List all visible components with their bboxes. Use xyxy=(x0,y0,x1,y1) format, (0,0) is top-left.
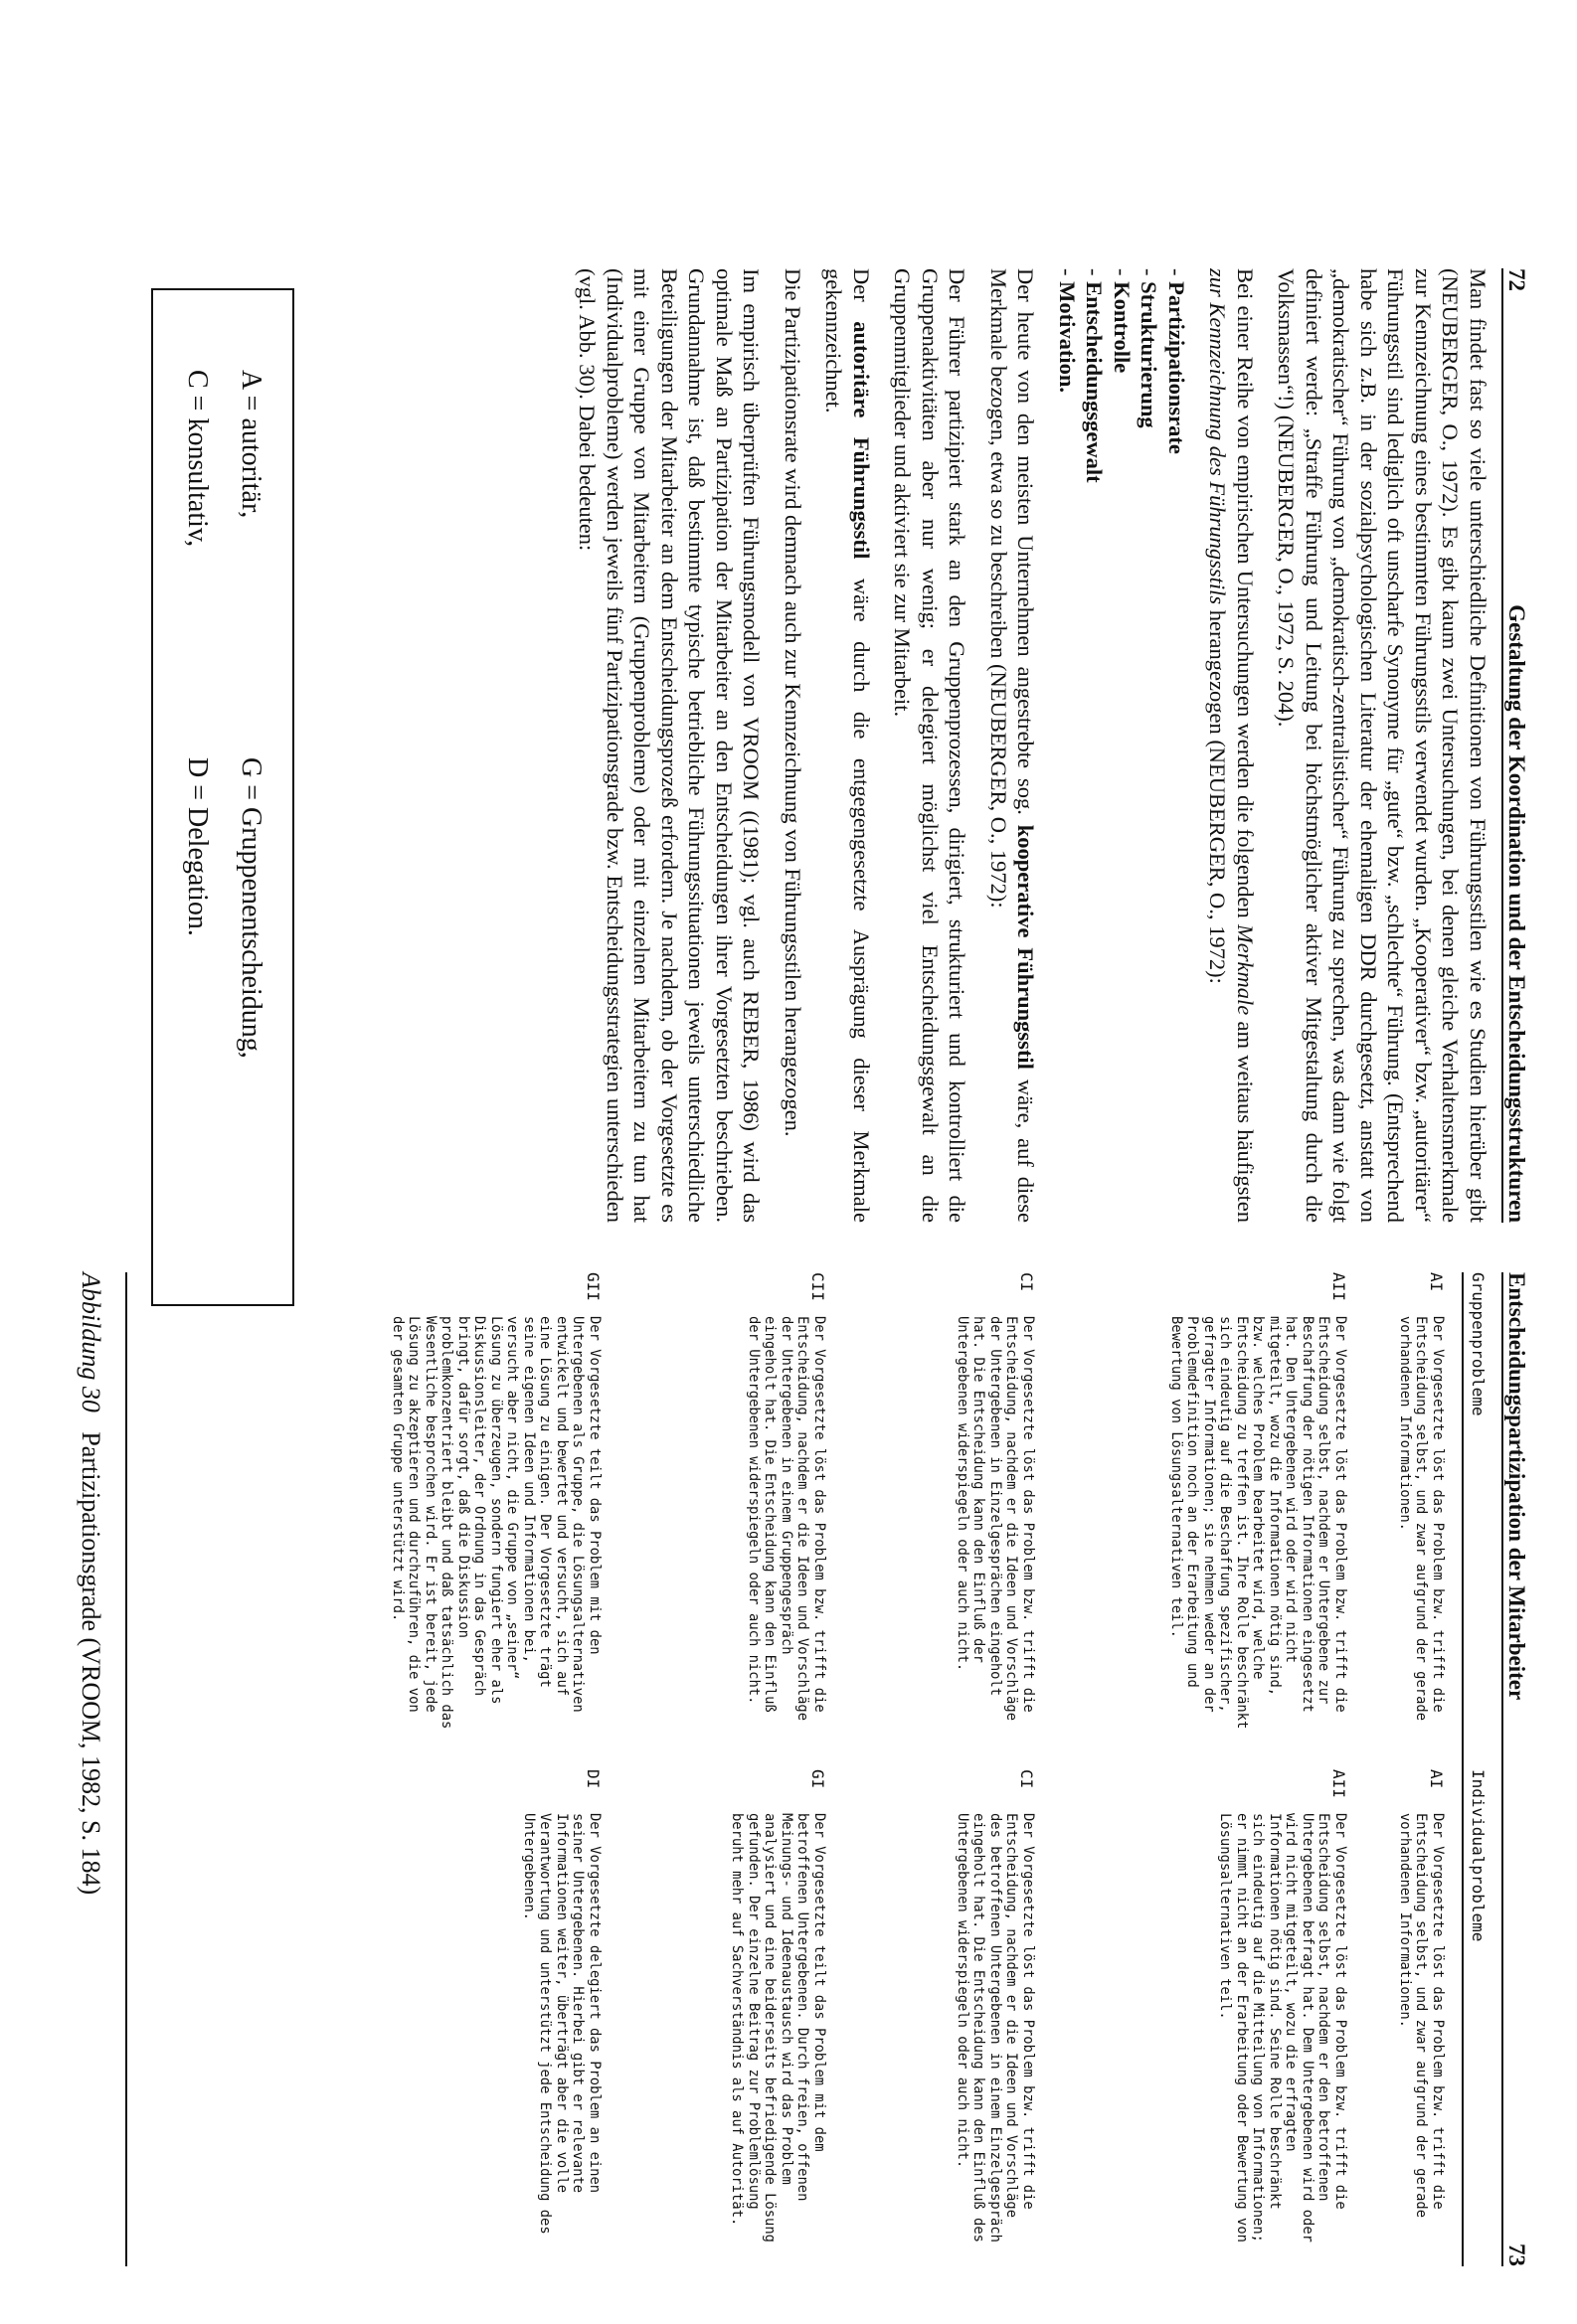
column-header-individual: Individualprobleme xyxy=(1469,1769,1488,1942)
table-bottom-rule xyxy=(125,1272,127,2266)
paragraph-kooperativ xyxy=(985,268,1040,1223)
table-row xyxy=(1080,1272,1348,2266)
paragraph-definitions: Man findet fast so viele unterschiedliche Definitionen von Führungsstilen wie es Studien hierüber gibt (NEUBERGER, O., 1972). Es gibt kaum zwei Untersuchungen, bei denen gleiche Verhaltensmerkmale zur Kennzeichnung eines bestimmten Führungsstils verwendet wurden. „Kooperativer“ bzw. „autoritärer“ Führungsstil sind lediglich oft unscharfe Synonyme für „gute“ bzw. „schlechte“ Führung. (Entsprechend habe sich z.B. in der sozialpsychologischen Literatur der ehemaligen DDR durchgesetzt, anstatt von „demokratischer“ Führung von „demokratisch-zentralistischer“ Führung zu sprechen, was dann wie folgt definiert werde: „Straffe Führung und Leitung bei höchstmöglicher aktiver Mitgestaltung durch die Volksmassen“!) (NEUBERGER, O., 1972, S. 204). xyxy=(1274,268,1490,1223)
left-page-header xyxy=(1501,268,1537,1223)
strategy-description: Der Vorgesetzte löst das Problem bzw. trifft die Entscheidung selbst, nachdem er den betroffenen Untergebenen befragt hat. Dem Untergebenen wird oder wird nicht mitgeteilt, wozu die erfragten Informationen nötig sind. Seine Rolle beschränkt sich eindeutig auf die Mitteilung von Informationen; er nimmt nicht an der Erarbeitung oder Bewertung von Lösungsalternativen teil. xyxy=(1217,1813,1348,2242)
table-row xyxy=(284,1272,603,2266)
text-run: wäre durch die entgegengesetzte Ausprägung dieser Merkmale gekennzeichnet. xyxy=(821,268,874,1223)
caption-text: Partizipationsgrade (VROOM, 1982, S. 184) xyxy=(77,1431,105,1896)
text-run-italic: Merkmale xyxy=(1233,924,1258,1016)
table-row xyxy=(1356,1272,1446,2266)
feature-item: - Motivation. xyxy=(1054,268,1082,1223)
text-run-bold: kooperative Führungsstil xyxy=(1013,824,1039,1070)
caption-label: Abbildung 30 xyxy=(77,1272,105,1412)
feature-item: - Kontrolle xyxy=(1109,268,1137,1223)
strategy-code: AI xyxy=(1427,1769,1446,1789)
feature-item: - Partizipationsrate xyxy=(1163,268,1191,1223)
strategy-code: AII xyxy=(1329,1272,1348,1301)
right-running-head: Entscheidungspartizipation der Mitarbeiter xyxy=(1504,1272,1529,1701)
strategy-description: Der Vorgesetzte teilt das Problem mit dem betroffenen Untergebenen. Durch freien, offenen Meinungs- und Ideenaustausch wird das Problem analysiert und eine beiderseits befriedigende Lösung gefunden. Der einzelne Beitrag zur Problemlösung beruht mehr auf Sachverständnis als auf Autorität. xyxy=(729,1813,827,2242)
strategy-code: AI xyxy=(1427,1272,1446,1292)
strategy-description: Der Vorgesetzte löst das Problem bzw. trifft die Entscheidung selbst, und zwar aufgrund der gerade vorhandenen Informationen. xyxy=(1397,1813,1446,2219)
text-run-bold: autoritäre Führungsstil xyxy=(849,321,874,560)
paragraph-vroom: Im empirisch überprüften Führungsmodell von VROOM ((1981); vgl. auch REBER, 1986) wird das optimale Maß an Partizipation der Mitarbeiter an den Entscheidungen ihrer Vorgesetzten beschrieben. Grundannahme ist, daß bestimmte typische betriebliche Führungssituationen jeweils unterschiedliche Beteiligungen der Mitarbeiter an dem Entscheidungsprozeß erfordern. Je nachdem, ob der Vorgesetzte es mit einer Gruppe von Mitarbeitern (Gruppenprobleme) oder mit einzelnen Mitarbeitern zu tun hat (Individualprobleme) werden jeweils fünf Partizipationsgrade bzw. Entscheidungsstrategien unterschieden (vgl. Abb. 30). Dabei bedeuten: xyxy=(575,268,765,1223)
text-run: herangezogen (NEUBERGER, O., 1972): xyxy=(1205,604,1231,984)
column-header-group: Gruppenprobleme xyxy=(1469,1272,1488,1416)
left-page-number: 72 xyxy=(1504,268,1529,291)
abbrev-g: G = Gruppenentscheidung, xyxy=(236,757,266,1059)
strategy-code: DI xyxy=(584,1769,603,1789)
right-page-header xyxy=(1501,1272,1537,2266)
text-run-italic: zur Kennzeichnung des Führungsstils xyxy=(1205,268,1231,605)
feature-item: - Entscheidungsgewalt xyxy=(1081,268,1109,1223)
left-page xyxy=(26,149,1537,1223)
strategy-code: GII xyxy=(584,1272,603,1301)
strategy-code: CI xyxy=(1017,1272,1036,1292)
strategy-description: Der Vorgesetzte löst das Problem bzw. trifft die Entscheidung, nachdem er die Ideen und Vorschläge der Untergebenen in einem Gruppengespräch eingeholt hat. Die Entscheidung kann den Einfluß der Untergebenen widerspiegeln oder auch nicht. xyxy=(746,1316,827,1722)
right-page xyxy=(26,1233,1537,2306)
strategy-description: Der Vorgesetzte löst das Problem bzw. trifft die Entscheidung, nachdem er die Ideen und Vorschläge der Untergebenen in Einzelgesprächen eingeholt hat. Die Entscheidung kann den Einfluß der Untergebenen widerspiegeln oder auch nicht. xyxy=(955,1316,1036,1722)
strategy-code: GI xyxy=(808,1769,827,1789)
strategy-code: CI xyxy=(1017,1769,1036,1789)
strategy-code: AII xyxy=(1329,1769,1348,1798)
text-run: wäre, auf diese Merkmale bezogen, etwa so zu beschreiben (NEUBERGER, O., 1972): xyxy=(986,268,1039,1223)
paragraph-fuehrer: Der Führer partizipiert stark an den Gruppenprozessen, dirigiert, strukturiert und kontrolliert die Gruppenaktivitäten aber nur wenig; er delegiert möglichst viel Entscheidungsgewalt an die Gruppenmitglieder und aktiviert sie zur Mitarbeit. xyxy=(890,268,970,1223)
paragraph-merkmale xyxy=(1204,268,1259,1223)
left-running-head: Gestaltung der Koordination und der Entscheidungsstrukturen xyxy=(1504,604,1529,1223)
text-run: Bei einer Reihe von empirischen Untersuchungen werden die folgenden xyxy=(1233,268,1258,924)
abbrev-c: C = konsultativ, xyxy=(182,370,213,548)
strategy-description: Der Vorgesetzte delegiert das Problem an einen seiner Untergebenen. Hierbei gibt er relevante Informationen weiter, überträgt aber die volle Verantwortung und unterstützt jede Entscheidung des Untergebenen. xyxy=(521,1813,603,2235)
table-row xyxy=(867,1272,1036,2266)
strategy-description: Der Vorgesetzte löst das Problem bzw. trifft die Entscheidung selbst, und zwar aufgrund der gerade vorhandenen Informationen. xyxy=(1397,1316,1446,1722)
right-page-number: 73 xyxy=(1504,2243,1529,2266)
text-run: Der heute von den meisten Unternehmen angestrebte sog. xyxy=(1013,268,1039,825)
abbrev-d: D = Delegation. xyxy=(182,757,213,936)
abbreviation-box xyxy=(151,288,294,1306)
strategy-code: CII xyxy=(808,1272,827,1301)
feature-list xyxy=(1054,268,1191,1223)
strategy-description: Der Vorgesetzte löst das Problem bzw. trifft die Entscheidung, nachdem er die Ideen und Vorschläge des betroffenen Untergebenen in einem Einzelgespräch eingeholt hat. Die Entscheidung kann den Einfluß des Untergebenen widerspiegeln oder auch nicht. xyxy=(955,1813,1036,2242)
table-header xyxy=(1462,1272,1489,2266)
left-page-body xyxy=(560,268,1491,1223)
paragraph-partizipationsrate: Die Partizipationsrate wird demnach auch zur Kennzeichnung von Führungsstilen herangezogen. xyxy=(781,268,805,1137)
figure-caption xyxy=(76,1272,105,1895)
strategy-description: Der Vorgesetzte löst das Problem bzw. trifft die Entscheidung selbst, nachdem er Untergebene zur Beschaffung der nötigen Informationen eingesetzt hat. Den Untergebenen wird oder wird nicht mitgeteilt, wozu die Informationen nötig sind, bzw. welches Problem bearbeitet wird, welche Entscheidung zu treffen ist. Ihre Rolle beschränkt sich eindeutig auf die Beschaffung spezifischer, gefragter Informationen; sie nehmen weder an der Problemdefinition noch an der Erarbeitung und Bewertung von Lösungsalternativen teil. xyxy=(1168,1316,1348,1730)
text-run: am weitaus häufigsten xyxy=(1233,1015,1258,1223)
paragraph-autoritaer xyxy=(820,268,875,1223)
table-row xyxy=(648,1272,827,2266)
strategy-description: Der Vorgesetzte teilt das Problem mit den Untergebenen als Gruppe, die Lösungsalternativen entwickelt und bewertet und versucht, sich auf eine Lösung zu einigen. Der Vorgesetzte trägt seine eigenen Ideen und Informationen bei, versucht aber nicht, die Gruppe von „seiner“ Lösung zu überzeugen, sondern fungiert eher als Diskussionsleiter, der Ordnung in das Gespräch bringt, dafür sorgt, daß die Diskussion problemkonzentriert bleibt und daß tatsächlich das Wesentliche besprochen wird. Er ist bereit, jede Lösung zu akzeptieren und durchzuführen, die von der gesamten Gruppe unterstützt wird. xyxy=(390,1316,603,1730)
text-run: Der xyxy=(849,268,874,322)
feature-item: - Strukturierung xyxy=(1136,268,1163,1223)
abbrev-a: A = autoritär, xyxy=(236,370,266,519)
